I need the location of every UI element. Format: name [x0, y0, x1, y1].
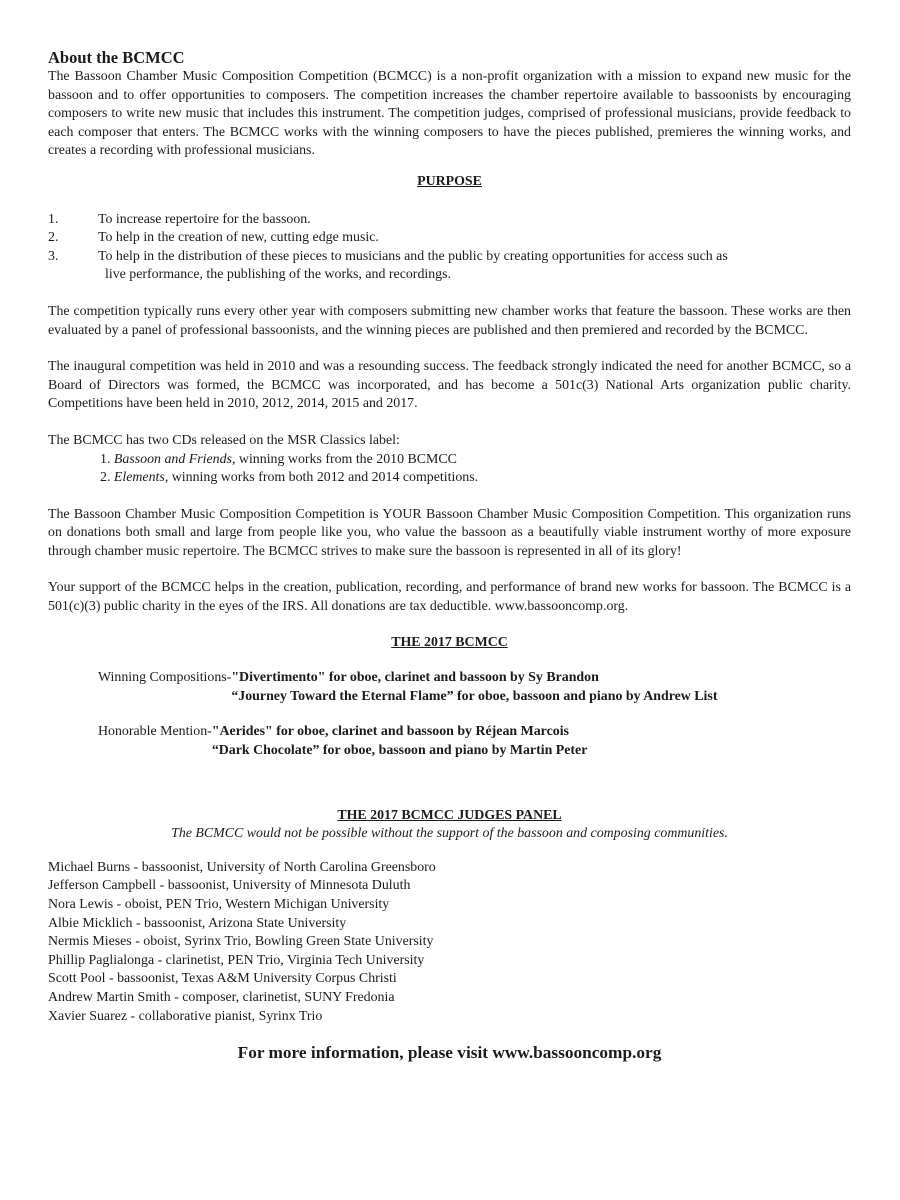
judge-entry: Jefferson Campbell - bassoonist, University of Minnesota Duluth [48, 878, 411, 894]
judge-entry: Andrew Martin Smith - composer, clarinetist, SUNY Fredonia [48, 989, 395, 1005]
purpose-item [48, 248, 851, 285]
judge-entry: Scott Pool - bassoonist, Texas A&M University Corpus Christi [48, 971, 397, 987]
cd-number: 1. [100, 451, 114, 467]
purpose-item-continuation: live performance, the publishing of the works, and recordings. [105, 267, 452, 283]
cd-title: Elements [113, 470, 165, 486]
honorable-mentions [98, 723, 851, 760]
honorable-label: Honorable Mention- [98, 724, 212, 740]
winning-label: Winning Compositions- [98, 670, 232, 686]
judge-entry: Albie Micklich - bassoonist, Arizona State University [48, 915, 347, 931]
winning-item: "Divertimento" for oboe, clarinet and bassoon by Sy Brandon [231, 670, 599, 686]
cd-description: , winning works from the 2010 BCMCC [231, 451, 457, 467]
purpose-item-text: To increase repertoire for the bassoon. [98, 211, 311, 227]
about-title: About the BCMCC [48, 48, 185, 67]
document-page [48, 48, 851, 1063]
judge-entry: Nermis Mieses - oboist, Syrinx Trio, Bowling Green State University [48, 934, 434, 950]
purpose-item-text: To help in the creation of new, cutting edge music. [98, 230, 379, 246]
winning-item: “Journey Toward the Eternal Flame” for oboe, bassoon and piano by Andrew List [231, 688, 718, 704]
winning-compositions [98, 669, 851, 706]
cd-title: Bassoon and Friends [113, 451, 232, 467]
judges-list [48, 859, 851, 1026]
cds-intro: The BCMCC has two CDs released on the MSR Classics label: [48, 432, 400, 448]
cd-item [100, 451, 851, 470]
cd-list [48, 451, 851, 488]
purpose-item-number: 1. [48, 211, 59, 227]
judge-entry: Phillip Paglialonga - clarinetist, PEN Trio, Virginia Tech University [48, 952, 425, 968]
purpose-item-text-block [98, 248, 851, 285]
purpose-item-number: 2. [48, 230, 59, 246]
support-paragraph: The Bassoon Chamber Music Composition Competition is YOUR Bassoon Chamber Music Composition Competition. This organization runs on donations both small and large from people like you, who value the bassoon as a beautifully viable instrument worthy of more exposure through chamber music repertoire. The BCMCC strives to make sure the bassoon is represented in all of its glory! [48, 506, 851, 559]
purpose-item-number: 3. [48, 248, 59, 264]
purpose-item [48, 211, 851, 230]
honorable-item: “Dark Chocolate” for oboe, bassoon and piano by Martin Peter [211, 743, 588, 759]
purpose-heading: PURPOSE [417, 173, 482, 189]
purpose-list [48, 211, 851, 285]
about-paragraph: The Bassoon Chamber Music Composition Competition (BCMCC) is a non-profit organization with a mission to expand new music for the bassoon and to offer opportunities to composers. The competition increases the chamber repertoire available to bassoonists by encouraging composers to write new music that includes this instrument. The competition judges, comprised of professional musicians, provide feedback to each composer that enters. The BCMCC works with the winning composers to have the pieces published, premieres the winning works, and creates a recording with professional musicians. [48, 69, 851, 159]
honorable-list [212, 723, 588, 760]
judges-subtitle: The BCMCC would not be possible without the support of the bassoon and composing communities. [171, 826, 728, 842]
history-paragraph: The inaugural competition was held in 2010 and was a resounding success. The feedback strongly indicated the need for another BCMCC, so a Board of Directors was formed, the BCMCC was incorporated, and has become a 501c(3) National Arts organization public charity. Competitions have been held in 2010, 2012, 2014, 2015 and 2017. [48, 359, 851, 412]
winning-list [231, 669, 717, 706]
cd-description: , winning works from both 2012 and 2014 competitions. [164, 470, 479, 486]
footer-info: For more information, please visit www.bassooncomp.org [237, 1043, 662, 1063]
judge-entry: Michael Burns - bassoonist, University of North Carolina Greensboro [48, 859, 436, 875]
judges-heading: THE 2017 BCMCC JUDGES PANEL [337, 807, 562, 823]
donation-paragraph: Your support of the BCMCC helps in the creation, publication, recording, and performance of brand new works for bassoon. The BCMCC is a 501(c)(3) public charity in the eyes of the IRS. All donations are tax deductible. www.bassooncomp.org. [48, 580, 851, 615]
competition-paragraph: The competition typically runs every other year with composers submitting new chamber works that feature the bassoon. These works are then evaluated by a panel of professional bassoonists, and the winning pieces are published and then premiered and recorded by the BCMCC. [48, 303, 851, 338]
purpose-item [48, 229, 851, 248]
judge-entry: Nora Lewis - oboist, PEN Trio, Western Michigan University [48, 897, 390, 912]
judge-entry: Xavier Suarez - collaborative pianist, Syrinx Trio [48, 1008, 323, 1024]
bcmcc-2017-heading: THE 2017 BCMCC [391, 634, 508, 650]
cd-number: 2. [100, 470, 114, 486]
cd-item [100, 469, 851, 488]
honorable-item: "Aerides" for oboe, clarinet and bassoon by Réjean Marcois [211, 724, 569, 740]
purpose-item-text: To help in the distribution of these pieces to musicians and the public by creating opportunities for access such as [98, 248, 728, 264]
